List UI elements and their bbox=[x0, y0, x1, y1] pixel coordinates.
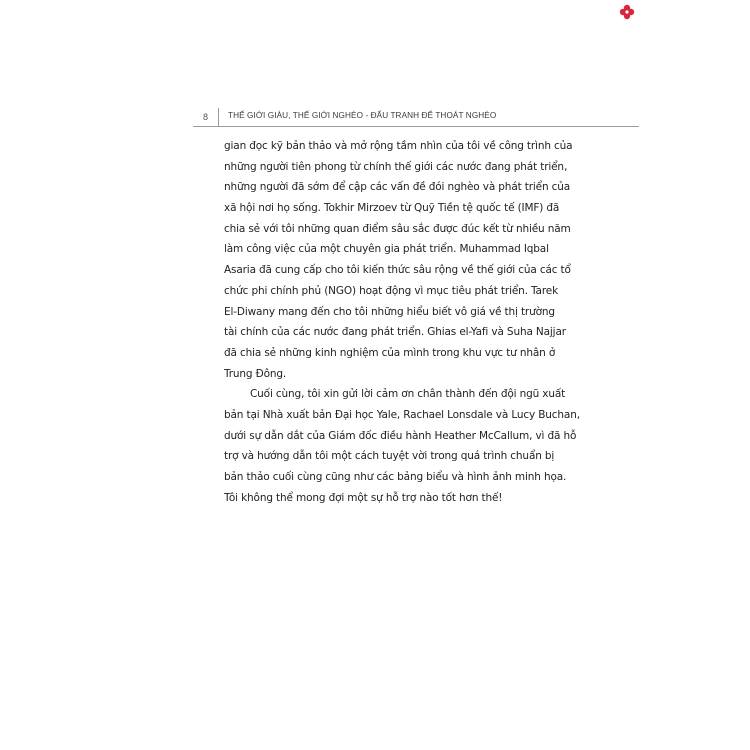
text-line: những người tiên phong từ chính thế giới các nước đang phát triển, bbox=[224, 160, 568, 173]
text-line: Asaria đã cung cấp cho tôi kiến thức sâu rộng về thế giới của các tổ bbox=[224, 264, 571, 277]
text-line: tài chính của các nước đang phát triển. Ghias el-Yafi và Suha Najjar bbox=[224, 326, 566, 339]
text-line: Tôi không thể mong đợi một sự hỗ trợ nào tốt hơn thế! bbox=[224, 491, 503, 504]
page-number: 8 bbox=[193, 108, 219, 126]
text-line: bản thảo cuối cùng cũng như các bảng biểu và hình ảnh minh họa. bbox=[224, 471, 567, 483]
text-line: làm công việc của một chuyên gia phát triển. Muhammad Iqbal bbox=[224, 243, 549, 256]
text-line: xã hội nơi họ sống. Tokhir Mirzoev từ Quỹ Tiền tệ quốc tế (IMF) đã bbox=[224, 202, 560, 215]
header-divider bbox=[193, 126, 639, 127]
text-line: đã chia sẻ những kinh nghiệm của mình trong khu vực tư nhân ở bbox=[224, 346, 556, 359]
body-text bbox=[224, 136, 580, 508]
text-line: những người đã sớm để cập các vấn đề đói nghèo và phát triển của bbox=[224, 181, 571, 194]
text-line: chức phi chính phủ (NGO) hoạt động vì mục tiêu phát triển. Tarek bbox=[224, 284, 559, 297]
text-line: gian đọc kỹ bản thảo và mở rộng tầm nhìn của tôi về công trình của bbox=[224, 140, 573, 152]
text-line: Trung Đông. bbox=[224, 367, 287, 380]
running-head: THẾ GIỚI GIÀU, THẾ GIỚI NGHÈO - ĐẤU TRANH ĐỂ THOÁT NGHÈO bbox=[228, 111, 497, 120]
text-line: trợ và hướng dẫn tôi một cách tuyệt vời trong quá trình chuẩn bị bbox=[224, 450, 555, 463]
text-line: bản tại Nhà xuất bản Đại học Yale, Rachael Lonsdale và Lucy Buchan, bbox=[224, 408, 580, 421]
paragraph-acknowledgements-2 bbox=[224, 384, 580, 508]
text-line: Cuối cùng, tôi xin gửi lời cảm ơn chân thành đến đội ngũ xuất bbox=[250, 388, 566, 401]
flower-logo-icon bbox=[619, 4, 635, 20]
text-line: chia sẻ với tôi những quan điểm sâu sắc được đúc kết từ nhiều năm bbox=[224, 222, 571, 235]
text-line: dưới sự dẫn dắt của Giám đốc điều hành Heather McCallum, vì đã hỗ bbox=[224, 429, 577, 442]
text-line: El-Diwany mang đến cho tôi những hiểu biết vô giá về thị trường bbox=[224, 305, 555, 318]
paragraph-acknowledgements-1 bbox=[224, 136, 573, 384]
